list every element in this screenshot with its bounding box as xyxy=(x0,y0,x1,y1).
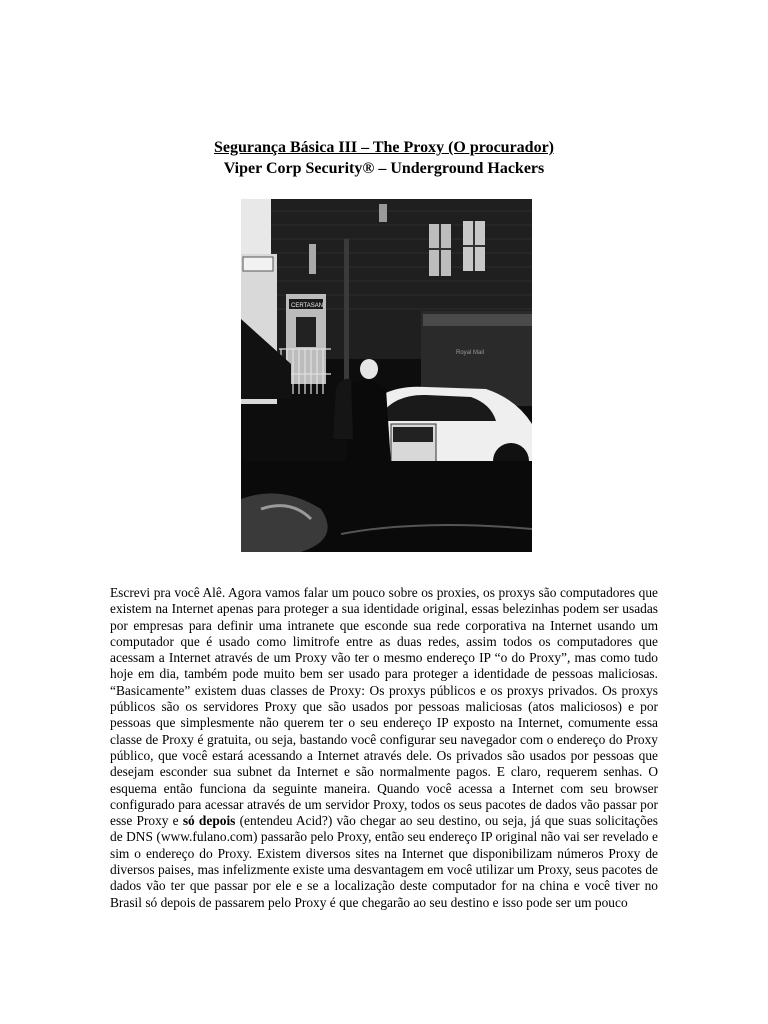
paragraph-text-continued: (entendeu Acid?) vão chegar ao seu destino, ou seja, já que suas solicitações de DNS (www.fulano.com) passarão pelo Proxy, então seu endereço IP original não vai ser revelado e sim o endereço do Proxy. Existem diversos sites na Internet que disponibilizam números Proxy de diversos paises, mas infelizmente existe uma desvantagem em você utilizar um Proxy, seus pacotes de dados vão ter que passar por ele e se a localização deste computador for na china e você tiver no Brasil só depois de passarem pelo Proxy é que chegarão ao seu destino e isso pode ser um pouco xyxy=(110,813,659,910)
page-title: Segurança Básica III – The Proxy (O procurador) xyxy=(213,139,554,156)
article-paragraph xyxy=(110,585,658,911)
title-block xyxy=(0,137,768,179)
street-photo xyxy=(241,199,532,552)
vehicle-sign: Royal Mail xyxy=(456,350,485,356)
paragraph-text: Escrevi pra você Alê. Agora vamos falar um pouco sobre os proxies, os proxys são computadores que existem na Internet apenas para proteger a sua identidade original, essas belezinhas podem ser usadas por empresas para definir uma intranete que esconde sua rede corporativa na Internet usando um computador que é usado como limitrofe entre as duas redes, assim todos os computadores que acessam a Internet através de um Proxy vão ter o mesmo endereço IP “o do Proxy”, mas como tudo hoje em dia, também pode muito bem ser usado para proteger a identidade de pessoas maliciosas. “Basicamente” existem duas classes de Proxy: Os proxys públicos e os proxys privados. Os proxys públicos são os servidores Proxy que são usados por pessoas maliciosas (atos maliciosos) e por pessoas que simplesmente não querem ter o seu endereço IP exposto na Internet, comumente essa classe de Proxy é gratuita, ou seja, bastando você configurar seu navegador com o endereço do Proxy público, que você estará acessando a Internet através dele. Os privados são usados por pessoas que desejam esconder sua subnet da Internet e são normalmente pagos. E claro, requerem senhas. O esquema então funciona da seguinte maneira. Quando você acessa a Internet com seu browser configurado para acessar através de um servidor Proxy, todos os seus pacotes de dados vão passar por esse Proxy e xyxy=(110,585,658,829)
emphasis-text: só depois xyxy=(182,813,236,829)
article-body xyxy=(110,585,658,911)
page-subtitle: Viper Corp Security® – Underground Hackers xyxy=(223,160,545,177)
shop-sign: CERTASAN xyxy=(291,303,324,309)
